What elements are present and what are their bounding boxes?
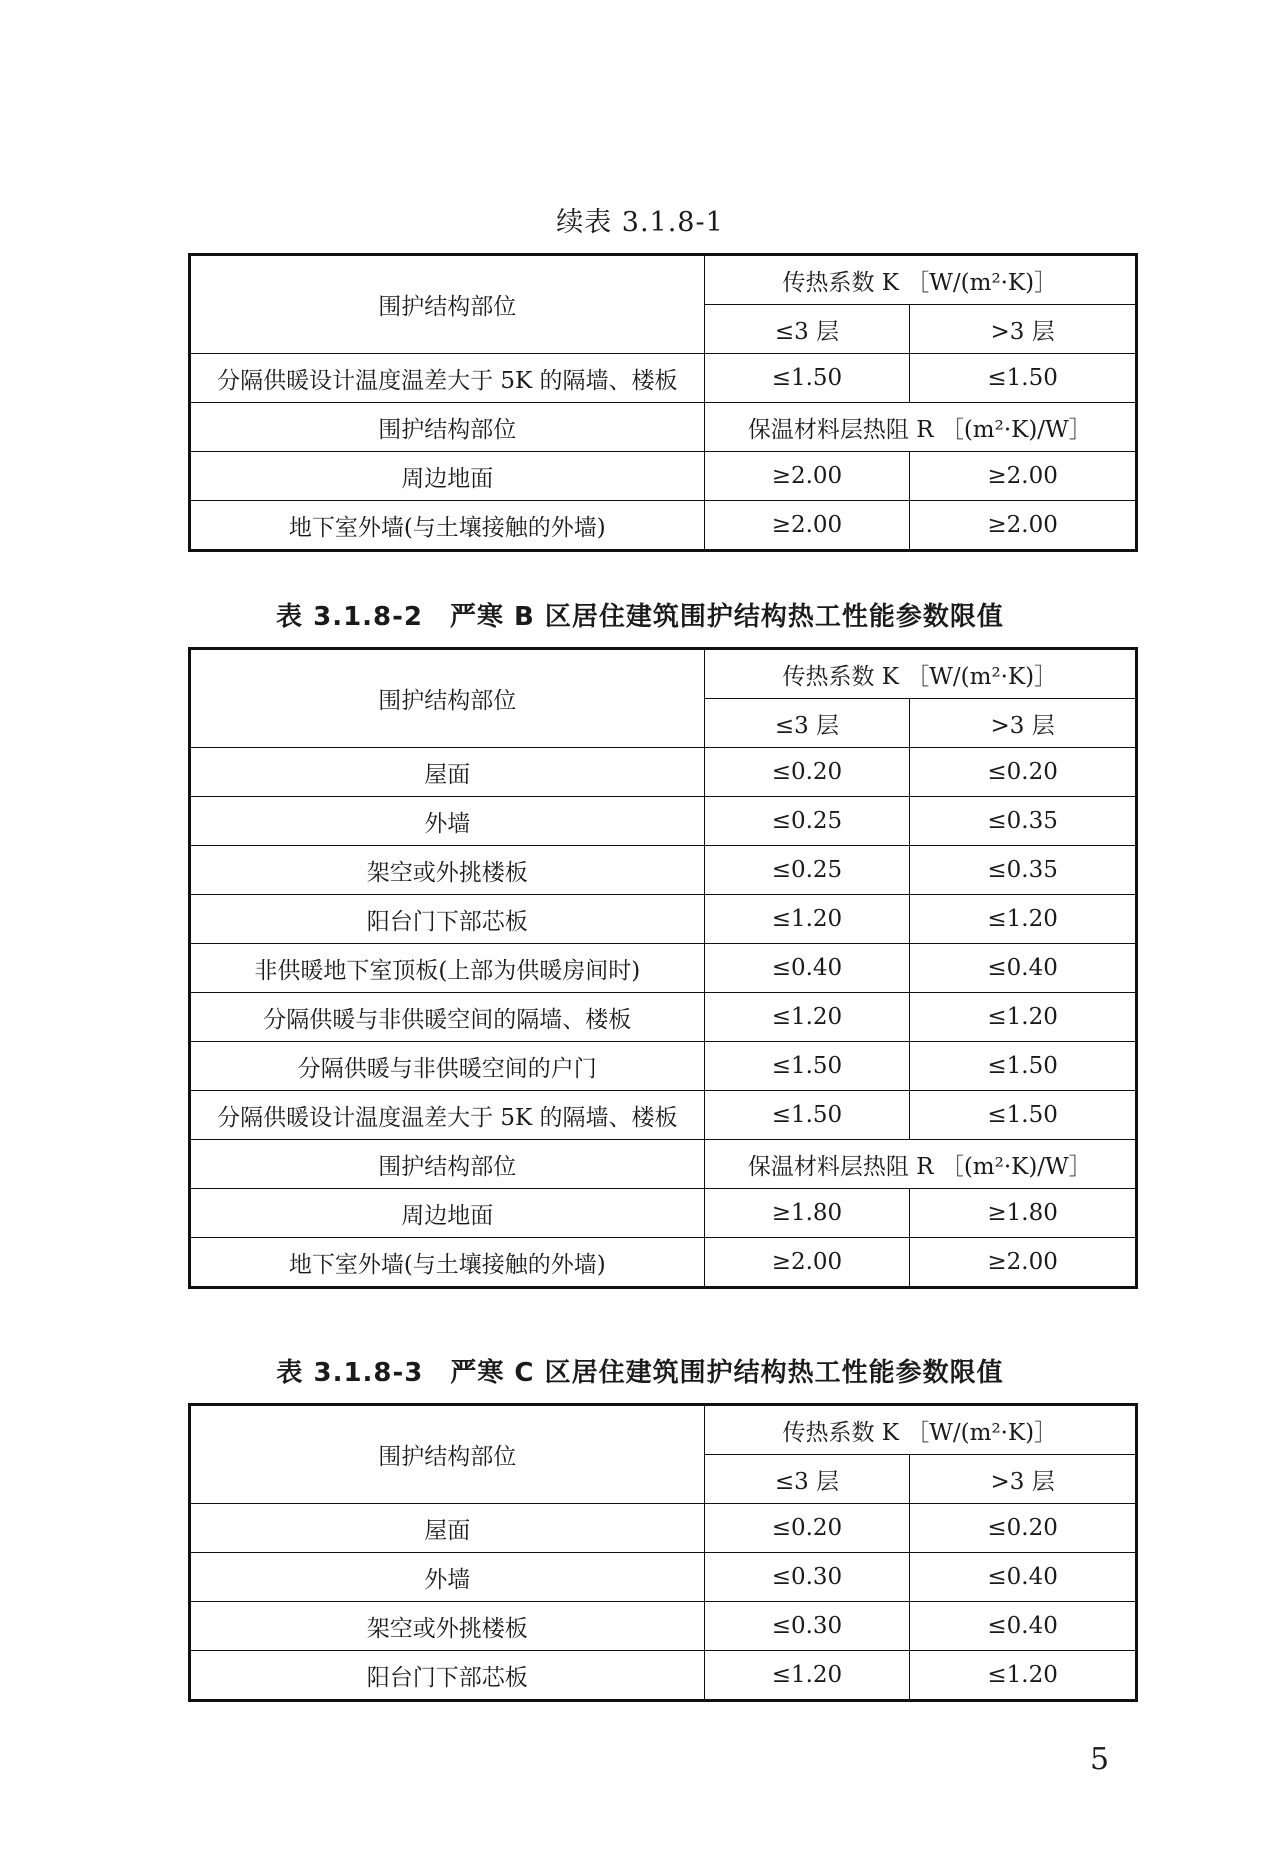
table-3-1-8-1-continued: [188, 253, 1138, 552]
table-row: [190, 501, 1137, 551]
row-part: 架空或外挑楼板: [190, 846, 705, 895]
table-row: [190, 1189, 1137, 1238]
row-part: 非供暖地下室顶板(上部为供暖房间时): [190, 944, 705, 993]
row-value-gt3: ≥1.80: [910, 1189, 1137, 1238]
header-k-label: 传热系数 K ［W/(m²·K)］: [704, 1405, 1136, 1455]
row-value-le3: ≥2.00: [704, 1238, 910, 1288]
header-le3: ≤3 层: [704, 1455, 910, 1504]
row-value-gt3: ≤1.20: [910, 1651, 1137, 1701]
row-value-le3: ≤1.20: [704, 993, 910, 1042]
table-3-1-8-3: [188, 1403, 1138, 1702]
row-value-gt3: ≤1.20: [910, 993, 1137, 1042]
row-value-gt3: ≤0.20: [910, 748, 1137, 797]
table-row: [190, 1504, 1137, 1553]
row-value-le3: ≤0.30: [704, 1553, 910, 1602]
row-part: 分隔供暖与非供暖空间的户门: [190, 1042, 705, 1091]
row-value-gt3: ≤0.40: [910, 1553, 1137, 1602]
header-le3: ≤3 层: [704, 305, 910, 354]
row-part: 阳台门下部芯板: [190, 895, 705, 944]
table-row: [190, 1042, 1137, 1091]
row-value-le3: ≤1.20: [704, 895, 910, 944]
row-part: 地下室外墙(与土壤接触的外墙): [190, 1238, 705, 1288]
row-value-gt3: ≤0.35: [910, 846, 1137, 895]
table-row: [190, 993, 1137, 1042]
row-value-gt3: ≤0.40: [910, 944, 1137, 993]
table-row: [190, 1091, 1137, 1140]
table-row: [190, 452, 1137, 501]
table-row: [190, 944, 1137, 993]
table-row: [190, 846, 1137, 895]
row-value-le3: ≥1.80: [704, 1189, 910, 1238]
row-part: 外墙: [190, 797, 705, 846]
row-value-gt3: ≤1.50: [910, 354, 1137, 403]
table-row: [190, 895, 1137, 944]
row-value-gt3: ≤1.50: [910, 1091, 1137, 1140]
row-value-le3: ≤1.20: [704, 1651, 910, 1701]
header-part: 围护结构部位: [190, 1140, 705, 1189]
row-value-gt3: ≤1.50: [910, 1042, 1137, 1091]
table-caption-b: 表 3.1.8-2 严寒 B 区居住建筑围护结构热工性能参数限值: [276, 602, 1004, 632]
header-part: 围护结构部位: [190, 649, 705, 748]
row-value-gt3: ≤1.20: [910, 895, 1137, 944]
row-part: 外墙: [190, 1553, 705, 1602]
table-row: [190, 354, 1137, 403]
row-value-gt3: ≤0.35: [910, 797, 1137, 846]
row-value-le3: ≥2.00: [704, 452, 910, 501]
header-k-label: 传热系数 K ［W/(m²·K)］: [704, 649, 1136, 699]
header-part: 围护结构部位: [190, 403, 705, 452]
header-r-label: 保温材料层热阻 R ［(m²·K)/W］: [704, 1140, 1136, 1189]
table-3-1-8-2: [188, 647, 1138, 1289]
row-part: 架空或外挑楼板: [190, 1602, 705, 1651]
row-value-le3: ≤1.50: [704, 1042, 910, 1091]
row-value-le3: ≤0.40: [704, 944, 910, 993]
row-value-le3: ≤0.20: [704, 748, 910, 797]
row-value-gt3: ≤0.20: [910, 1504, 1137, 1553]
row-value-le3: ≤0.20: [704, 1504, 910, 1553]
header-gt3: >3 层: [910, 1455, 1137, 1504]
header-part: 围护结构部位: [190, 1405, 705, 1504]
table-row: [190, 797, 1137, 846]
row-part: 阳台门下部芯板: [190, 1651, 705, 1701]
row-value-gt3: ≥2.00: [910, 452, 1137, 501]
table-row: [190, 1651, 1137, 1701]
header-gt3: >3 层: [910, 699, 1137, 748]
header-gt3: >3 层: [910, 305, 1137, 354]
header-le3: ≤3 层: [704, 699, 910, 748]
row-value-le3: ≥2.00: [704, 501, 910, 551]
row-value-le3: ≤0.25: [704, 797, 910, 846]
row-value-le3: ≤1.50: [704, 354, 910, 403]
row-part: 分隔供暖设计温度温差大于 5K 的隔墙、楼板: [190, 354, 705, 403]
row-part: 地下室外墙(与土壤接触的外墙): [190, 501, 705, 551]
row-part: 周边地面: [190, 1189, 705, 1238]
row-value-le3: ≤1.50: [704, 1091, 910, 1140]
row-part: 分隔供暖与非供暖空间的隔墙、楼板: [190, 993, 705, 1042]
header-part: 围护结构部位: [190, 255, 705, 354]
row-value-gt3: ≥2.00: [910, 501, 1137, 551]
row-part: 屋面: [190, 748, 705, 797]
row-value-le3: ≤0.25: [704, 846, 910, 895]
row-value-le3: ≤0.30: [704, 1602, 910, 1651]
row-part: 分隔供暖设计温度温差大于 5K 的隔墙、楼板: [190, 1091, 705, 1140]
row-value-gt3: ≥2.00: [910, 1238, 1137, 1288]
header-k-label: 传热系数 K ［W/(m²·K)］: [704, 255, 1136, 305]
row-part: 屋面: [190, 1504, 705, 1553]
table-row: [190, 748, 1137, 797]
table-caption-c: 表 3.1.8-3 严寒 C 区居住建筑围护结构热工性能参数限值: [276, 1358, 1004, 1388]
row-part: 周边地面: [190, 452, 705, 501]
table-row: [190, 1602, 1137, 1651]
table-caption-continued: 续表 3.1.8-1: [556, 207, 724, 238]
table-row: [190, 1238, 1137, 1288]
row-value-gt3: ≤0.40: [910, 1602, 1137, 1651]
page-number: 5: [1090, 1742, 1110, 1777]
table-row: [190, 1553, 1137, 1602]
header-r-label: 保温材料层热阻 R ［(m²·K)/W］: [704, 403, 1136, 452]
